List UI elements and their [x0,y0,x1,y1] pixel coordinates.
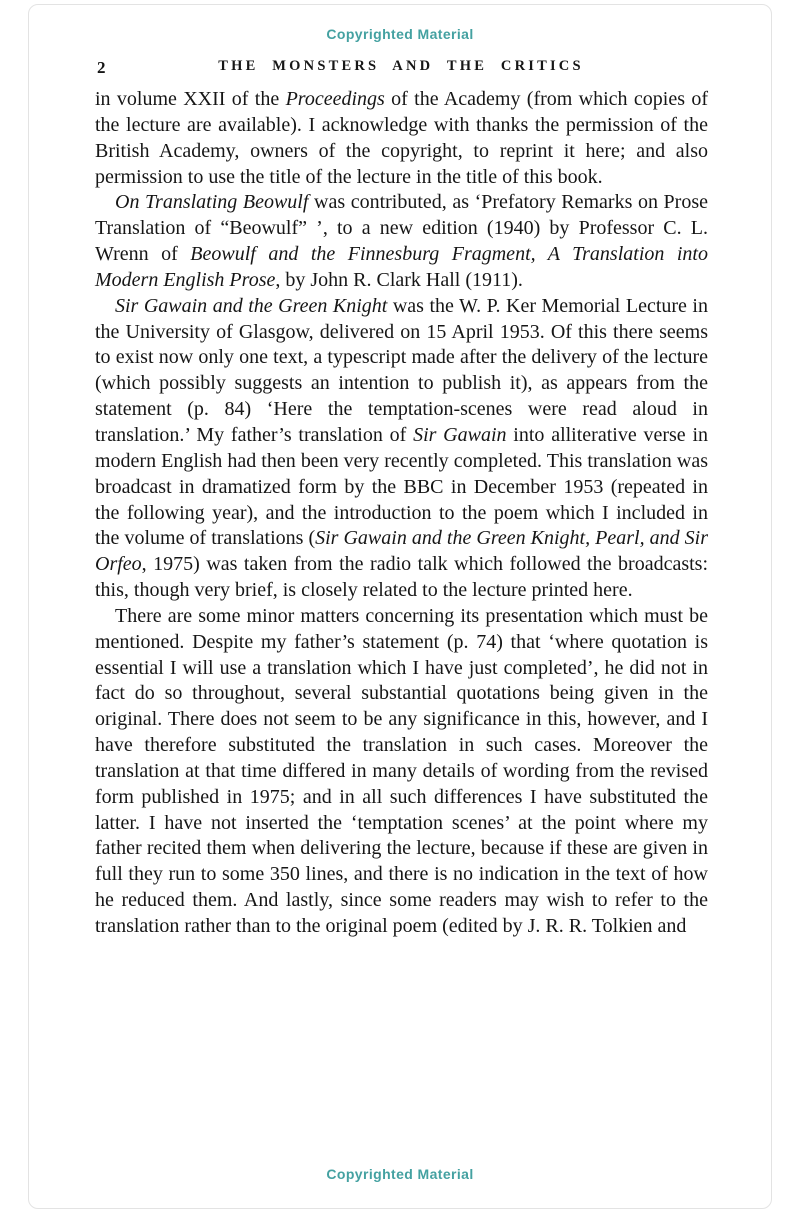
copyright-notice-top: Copyrighted Material [326,26,474,42]
text-run: was the W. P. Ker Memorial Lecture in the University of Glasgow, delivered on 15 April 1953. Of this there seems to exist now only one text, a typescript made after the delivery of the lecture (which possibly suggests an intention to publish it), as appears from the statement (p. 84) ‘Here the temptation-scenes were read aloud in translation.’ My father’s translation of [95,294,708,446]
italic-text-run: Beowulf and the Finnesburg Fragment, A Translation into Modern English Prose [95,243,708,291]
paragraph [95,190,708,293]
running-head: THE MONSTERS AND THE CRITICS [218,58,584,74]
text-run: , 1975) was taken from the radio talk which followed the broadcasts: this, though very brief, is closely related to the lecture printed here. [95,553,708,602]
italic-text-run: Sir Gawain and the Green Knight, Pearl, and Sir Orfeo [95,527,708,576]
text-run: , by John R. Clark Hall (1911). [275,268,523,291]
italic-text-run: Proceedings [285,88,385,110]
page-number: 2 [97,58,106,77]
copyright-notice-bottom: Copyrighted Material [326,1166,474,1182]
text-run: into alliterative verse in modern English had then been very recently completed. This translation was broadcast in dramatized form by the BBC in December 1953 (repeated in the following year), and the introduction to the poem which I included in the volume of translations ( [95,423,709,550]
italic-text-run: Sir Gawain and the Green Knight [115,294,388,317]
italic-text-run: On Translating Beowulf [115,191,309,214]
paragraph [95,294,708,604]
page-header [95,57,707,79]
text-run: was contributed, as ‘Prefatory Remarks on Prose Translation of “Beowulf” ’, to a new edition (1940) by Professor C. L. Wrenn of [95,191,708,266]
text-run: of the Academy (from which copies of the lecture are available). I acknowledge with thanks the permission of the British Academy, owners of the copyright, to reprint it here; and also permission to use the title of the lecture in the title of this book. [95,88,708,188]
text-run: in volume XXII of the [95,88,286,110]
italic-text-run: Sir Gawain [413,423,507,446]
paragraph [95,604,708,940]
paragraph [95,87,708,190]
text-run: There are some minor matters concerning its presentation which must be mentioned. Despite my father’s statement (p. 74) that ‘where quotation is essential I will use a translation which I have just completed’, he did not in fact do so throughout, several substantial quotations being given in the original. There does not seem to be any significance in this, however, and I have therefore substituted the translation in such cases. Moreover the translation at that time differed in many details of wording from the revised form published in 1975; and in all such differences I have substituted the latter. I have not inserted the ‘temptation scenes’ at the point where my father recited them when delivering the lecture, because if these are given in full they run to some 350 lines, and there is no indication in the text of how he reduced them. And lastly, since some readers may wish to refer to the translation rather than to the original poem (edited by J. R. R. Tolkien and [95,604,708,937]
body-text [95,87,708,940]
